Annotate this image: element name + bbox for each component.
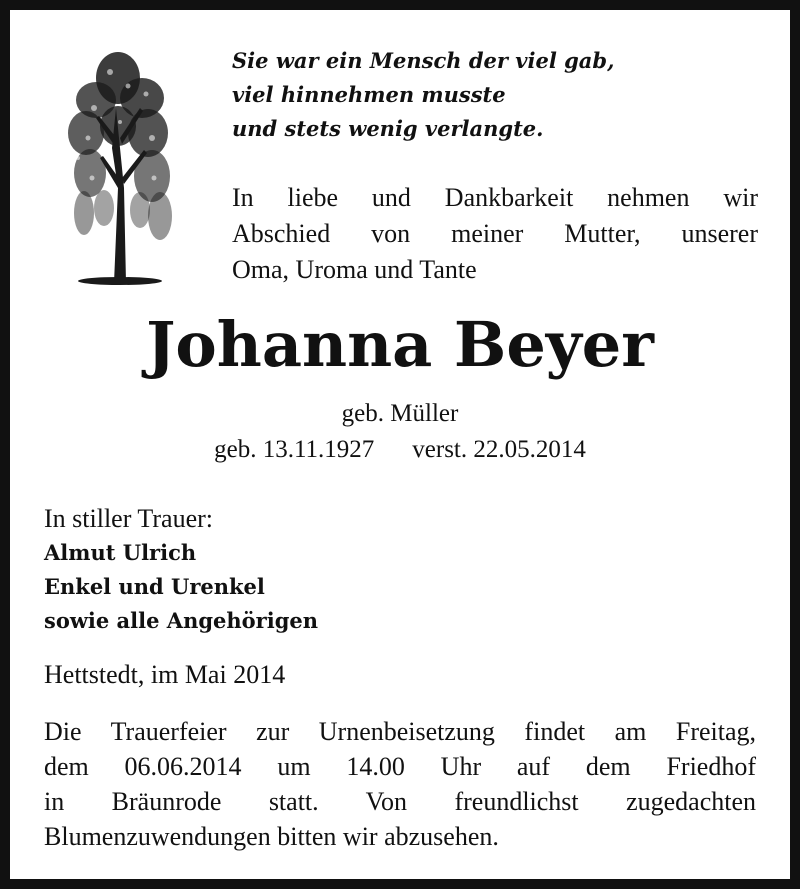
maiden-name: geb. Müller (341, 400, 459, 427)
intro-line: Abschied von meiner Mutter, unserer (232, 219, 758, 248)
memorial-quote (232, 44, 762, 146)
mourner-name: Almut Ulrich (44, 540, 197, 565)
mourner-name: Enkel und Urenkel (44, 574, 265, 599)
quote-line: und stets wenig verlangte. (232, 116, 544, 141)
mourner-name: sowie alle Angehörigen (44, 608, 319, 633)
intro-line: Oma, Uroma und Tante (232, 255, 477, 284)
quote-line: viel hinnehmen musste (232, 82, 506, 107)
birth-date: geb. 13.11.1927 (214, 436, 375, 463)
service-line: in Bräunrode statt. Von freundlichst zugedachten (44, 787, 756, 816)
service-line: dem 06.06.2014 um 14.00 Uhr auf dem Friedhof (44, 752, 756, 781)
mourners-block (44, 502, 744, 638)
place-date: Hettstedt, im Mai 2014 (44, 660, 286, 689)
service-line: Blumenzuwendungen bitten wir abzusehen. (44, 822, 499, 851)
mourners-label: In stiller Trauer: (44, 504, 213, 533)
life-dates (0, 433, 800, 467)
service-line: Die Trauerfeier zur Urnenbeisetzung findet am Freitag, (44, 717, 756, 746)
farewell-intro (232, 180, 758, 288)
service-notice (44, 714, 756, 854)
intro-line: In liebe und Dankbarkeit nehmen wir (232, 183, 758, 212)
deceased-name: Johanna Beyer (146, 308, 654, 381)
quote-line: Sie war ein Mensch der viel gab, (232, 48, 615, 73)
birch-tree-icon (48, 38, 188, 288)
death-date: verst. 22.05.2014 (412, 436, 586, 463)
